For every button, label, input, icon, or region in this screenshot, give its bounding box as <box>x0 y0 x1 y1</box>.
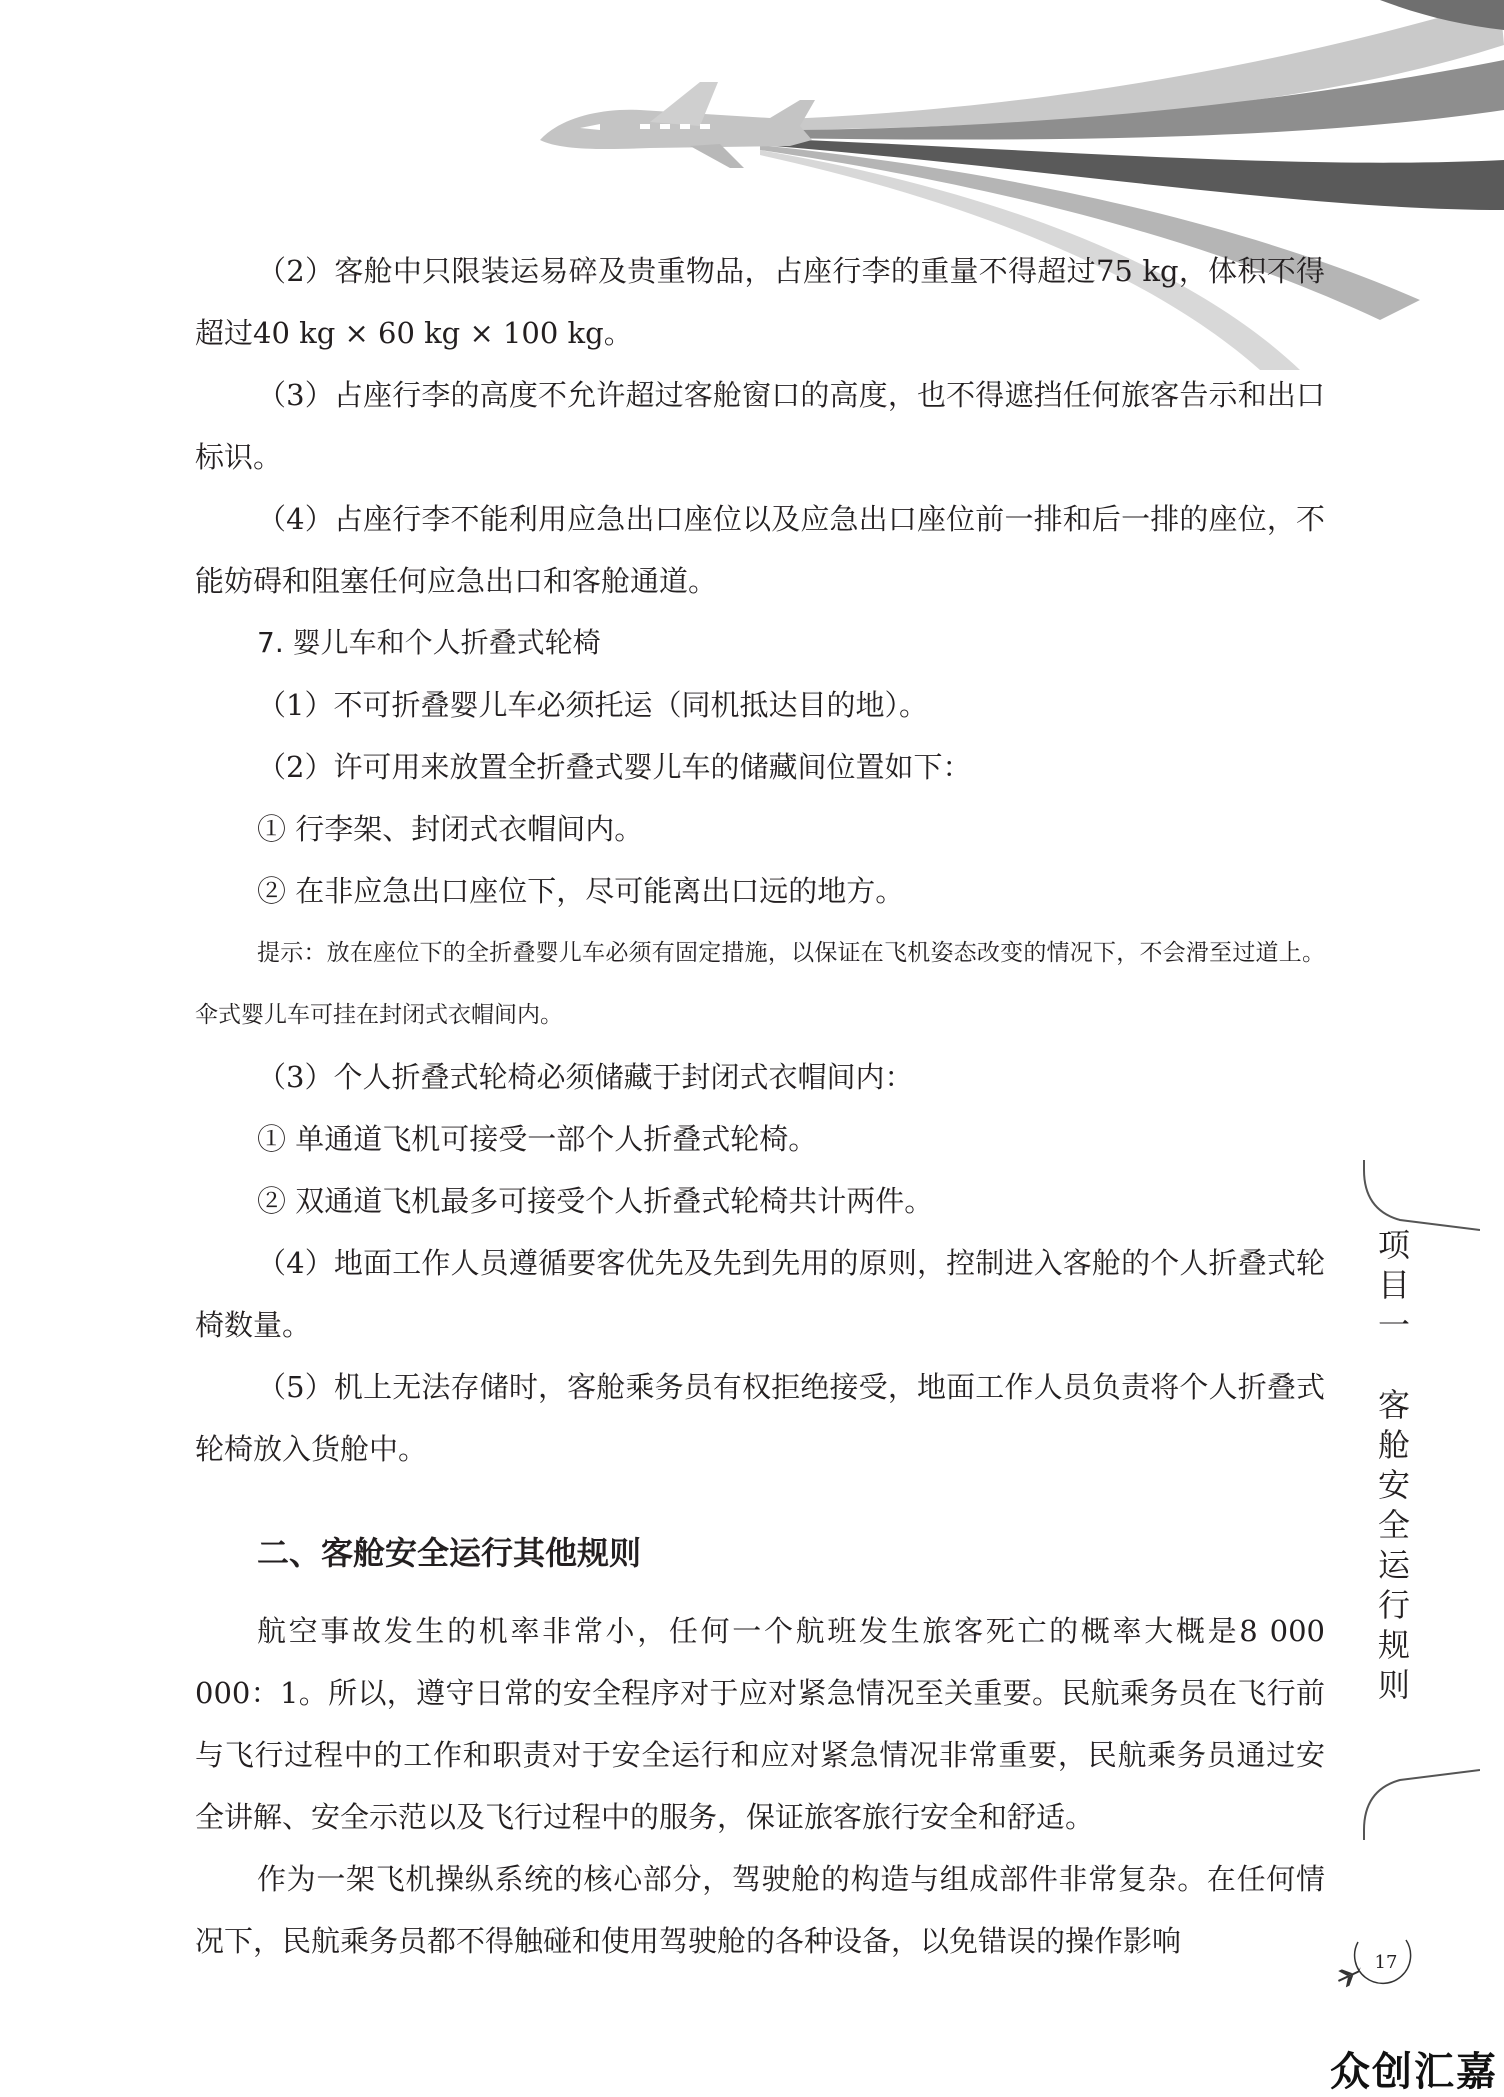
circled-item-1: ① 行李架、封闭式衣帽间内。 <box>257 812 644 846</box>
side-char: 运 <box>1377 1546 1410 1584</box>
page-number: 17 <box>1374 1952 1398 1973</box>
item-5: （5）机上无法存储时，客舱乘务员有权拒绝接受，地面工作人员负责将个人折叠式轮椅放入货舱中。 <box>195 1370 1325 1466</box>
circled-item-3: ① 单通道飞机可接受一部个人折叠式轮椅。 <box>257 1122 818 1156</box>
chapter-side-label <box>1372 1225 1416 1705</box>
side-char: 项 <box>1377 1226 1410 1264</box>
item-1: （1）不可折叠婴儿车必须托运（同机抵达目的地）。 <box>257 688 928 722</box>
side-char: 目 <box>1377 1266 1410 1304</box>
side-char: 规 <box>1377 1626 1410 1664</box>
side-label-title <box>1372 1385 1416 1705</box>
paragraph-seat-baggage-3: （3）占座行李的高度不允许超过客舱窗口的高度，也不得遮挡任何旅客告示和出口标识。 <box>195 378 1325 474</box>
circled-item-2: ② 在非应急出口座位下，尽可能离出口远的地方。 <box>257 874 905 908</box>
circled-item-4: ② 双通道飞机最多可接受个人折叠式轮椅共计两件。 <box>257 1184 934 1218</box>
section-heading-other-rules: 二、客舱安全运行其他规则 <box>257 1534 642 1572</box>
subheading-stroller-wheelchair: 7. 婴儿车和个人折叠式轮椅 <box>257 626 601 659</box>
watermark-logo: 众创汇嘉 <box>1330 2049 1498 2095</box>
side-char: 安 <box>1377 1466 1410 1504</box>
paragraph-seat-baggage-2: （2）客舱中只限装运易碎及贵重物品，占座行李的重量不得超过75 kg，体积不得超过40 kg × 60 kg × 100 kg。 <box>195 254 1325 350</box>
side-label-project <box>1372 1225 1416 1345</box>
tip-note: 提示：放在座位下的全折叠婴儿车必须有固定措施，以保证在飞机姿态改变的情况下，不会滑至过道上。伞式婴儿车可挂在封闭式衣帽间内。 <box>195 940 1325 1028</box>
side-char: 客 <box>1377 1386 1410 1424</box>
side-char: 行 <box>1377 1586 1410 1624</box>
paragraph-cockpit: 作为一架飞机操纵系统的核心部分，驾驶舱的构造与组成部件非常复杂。在任何情况下，民航乘务员都不得触碰和使用驾驶舱的各种设备，以免错误的操作影响 <box>195 1862 1325 1958</box>
airplane-icon <box>1335 1962 1366 1989</box>
item-3: （3）个人折叠式轮椅必须储藏于封闭式衣帽间内： <box>257 1060 914 1094</box>
paragraph-safety-overview: 航空事故发生的机率非常小，任何一个航班发生旅客死亡的概率大概是8 000 000：1。所以，遵守日常的安全程序对于应对紧急情况至关重要。民航乘务员在飞行前与飞行过程中的工作和职责对于安全运行和应对紧急情况非常重要，民航乘务员通过安全讲解、安全示范以及飞行过程中的服务，保证旅客旅行安全和舒适。 <box>195 1614 1325 1834</box>
side-char: 全 <box>1377 1506 1410 1544</box>
side-char: 一 <box>1377 1306 1410 1344</box>
item-2: （2）许可用来放置全折叠式婴儿车的储藏间位置如下： <box>257 750 972 784</box>
page-body <box>195 240 1325 1972</box>
item-4: （4）地面工作人员遵循要客优先及先到先用的原则，控制进入客舱的个人折叠式轮椅数量。 <box>195 1246 1325 1342</box>
side-char: 则 <box>1377 1666 1410 1704</box>
side-char: 舱 <box>1377 1426 1410 1464</box>
paragraph-seat-baggage-4: （4）占座行李不能利用应急出口座位以及应急出口座位前一排和后一排的座位，不能妨碍和阻塞任何应急出口和客舱通道。 <box>195 502 1325 598</box>
